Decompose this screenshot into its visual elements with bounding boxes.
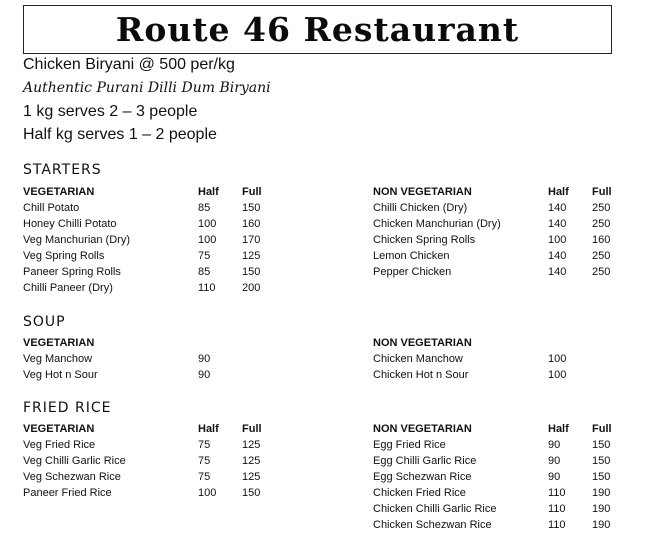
soup-nonveg-column [373, 335, 633, 383]
item-price-full: 250 [592, 250, 611, 262]
item-name: Chicken Spring Rolls [373, 234, 476, 246]
item-price-half: 90 [198, 369, 211, 381]
item-price-full: 150 [592, 455, 611, 467]
menu-header-row [373, 421, 633, 437]
header-name: NON VEGETARIAN [373, 337, 472, 349]
menu-item [373, 453, 633, 469]
menu-item [23, 232, 283, 248]
menu-header-row [373, 184, 633, 200]
item-price-half: 100 [198, 234, 217, 246]
menu-item [373, 517, 633, 533]
item-price-full: 160 [592, 234, 611, 246]
restaurant-title: Route 46 Restaurant [115, 10, 520, 49]
section-title-soup: SOUP [23, 314, 66, 330]
header-full: Full [242, 186, 262, 198]
menu-item [23, 437, 283, 453]
item-price-full: 190 [592, 503, 611, 515]
item-name: Egg Fried Rice [373, 439, 446, 451]
header-name: NON VEGETARIAN [373, 186, 472, 198]
item-price-full: 150 [592, 471, 611, 483]
menu-item [23, 453, 283, 469]
menu-item [23, 264, 283, 280]
item-price-half: 90 [548, 439, 561, 451]
item-price-full: 125 [242, 455, 261, 467]
item-name: Egg Chilli Garlic Rice [373, 455, 477, 467]
item-price-half: 100 [198, 487, 217, 499]
item-name: Chicken Chilli Garlic Rice [373, 503, 497, 515]
menu-item [23, 469, 283, 485]
soup-veg-column [23, 335, 283, 383]
item-name: Pepper Chicken [373, 266, 452, 278]
item-price-full: 125 [242, 250, 261, 262]
item-name: Veg Schezwan Rice [23, 471, 121, 483]
item-price-full: 150 [242, 266, 261, 278]
item-price-half: 110 [198, 282, 216, 294]
item-price-full: 190 [592, 487, 611, 499]
header-name: VEGETARIAN [23, 337, 95, 349]
header-half: Half [548, 186, 569, 198]
menu-item [373, 469, 633, 485]
section-title-starters: STARTERS [23, 162, 102, 178]
header-full: Full [242, 423, 262, 435]
header-name: NON VEGETARIAN [373, 423, 472, 435]
header-half: Half [198, 423, 219, 435]
menu-item [23, 200, 283, 216]
item-price-half: 100 [548, 369, 567, 381]
biryani-tagline: Authentic Purani Dilli Dum Biryani [23, 80, 271, 96]
item-price-full: 250 [592, 218, 611, 230]
item-price-half: 110 [548, 519, 566, 531]
biryani-price: Chicken Biryani @ 500 per/kg [23, 56, 235, 73]
menu-item [373, 232, 633, 248]
header-full: Full [592, 423, 612, 435]
menu-item [373, 264, 633, 280]
item-price-half: 75 [198, 471, 211, 483]
menu-header-row [23, 335, 283, 351]
item-price-half: 100 [548, 234, 567, 246]
item-price-half: 85 [198, 266, 211, 278]
section-title-fried-rice: FRIED RICE [23, 400, 112, 416]
item-price-full: 160 [242, 218, 261, 230]
header-name: VEGETARIAN [23, 423, 95, 435]
menu-item [373, 216, 633, 232]
menu-item [23, 248, 283, 264]
item-name: Chilli Chicken (Dry) [373, 202, 468, 214]
item-name: Veg Manchow [23, 353, 93, 365]
item-name: Veg Hot n Sour [23, 369, 98, 381]
menu-item [373, 248, 633, 264]
serving-info-half-kg: Half kg serves 1 – 2 people [23, 126, 217, 143]
item-price-full: 250 [592, 202, 611, 214]
fried-rice-veg-column [23, 421, 283, 501]
menu-item [23, 367, 283, 383]
starters-veg-column [23, 184, 283, 296]
item-price-full: 150 [592, 439, 611, 451]
item-price-half: 90 [548, 471, 561, 483]
item-price-full: 190 [592, 519, 611, 531]
item-price-half: 100 [548, 353, 567, 365]
item-price-half: 100 [198, 218, 217, 230]
item-price-full: 125 [242, 439, 261, 451]
item-name: Lemon Chicken [373, 250, 450, 262]
fried-rice-nonveg-column [373, 421, 633, 533]
menu-header-row [23, 184, 283, 200]
menu-item [373, 351, 633, 367]
item-price-half: 140 [548, 266, 567, 278]
menu-item [23, 351, 283, 367]
item-price-full: 150 [242, 202, 261, 214]
item-name: Egg Schezwan Rice [373, 471, 472, 483]
item-price-half: 140 [548, 202, 567, 214]
header-full: Full [592, 186, 612, 198]
item-price-full: 250 [592, 266, 611, 278]
item-price-half: 75 [198, 455, 211, 467]
item-name: Chilli Paneer (Dry) [23, 282, 113, 294]
item-name: Chicken Hot n Sour [373, 369, 469, 381]
item-name: Paneer Spring Rolls [23, 266, 121, 278]
item-price-half: 140 [548, 218, 567, 230]
menu-item [373, 485, 633, 501]
menu-item [373, 200, 633, 216]
item-price-full: 150 [242, 487, 261, 499]
item-name: Chicken Fried Rice [373, 487, 466, 499]
header-half: Half [548, 423, 569, 435]
item-price-half: 110 [548, 503, 566, 515]
item-name: Veg Spring Rolls [23, 250, 105, 262]
menu-header-row [373, 335, 633, 351]
starters-nonveg-column [373, 184, 633, 280]
menu-item [23, 216, 283, 232]
item-price-full: 170 [242, 234, 261, 246]
menu-item [373, 437, 633, 453]
menu-item [373, 367, 633, 383]
item-price-half: 110 [548, 487, 566, 499]
item-name: Paneer Fried Rice [23, 487, 112, 499]
menu-title-box [23, 5, 612, 54]
menu-item [373, 501, 633, 517]
item-price-half: 85 [198, 202, 211, 214]
menu-header-row [23, 421, 283, 437]
item-price-half: 90 [198, 353, 211, 365]
item-name: Chicken Manchurian (Dry) [373, 218, 501, 230]
item-price-half: 75 [198, 250, 211, 262]
item-name: Chicken Schezwan Rice [373, 519, 492, 531]
item-price-half: 90 [548, 455, 561, 467]
item-name: Veg Manchurian (Dry) [23, 234, 130, 246]
item-name: Veg Chilli Garlic Rice [23, 455, 126, 467]
serving-info-1kg: 1 kg serves 2 – 3 people [23, 103, 198, 120]
menu-item [23, 485, 283, 501]
item-name: Honey Chilli Potato [23, 218, 117, 230]
item-price-full: 125 [242, 471, 261, 483]
header-half: Half [198, 186, 219, 198]
item-price-half: 75 [198, 439, 211, 451]
header-name: VEGETARIAN [23, 186, 95, 198]
item-price-half: 140 [548, 250, 567, 262]
item-name: Chill Potato [23, 202, 80, 214]
item-name: Veg Fried Rice [23, 439, 96, 451]
menu-item [23, 280, 283, 296]
item-price-full: 200 [242, 282, 261, 294]
item-name: Chicken Manchow [373, 353, 463, 365]
